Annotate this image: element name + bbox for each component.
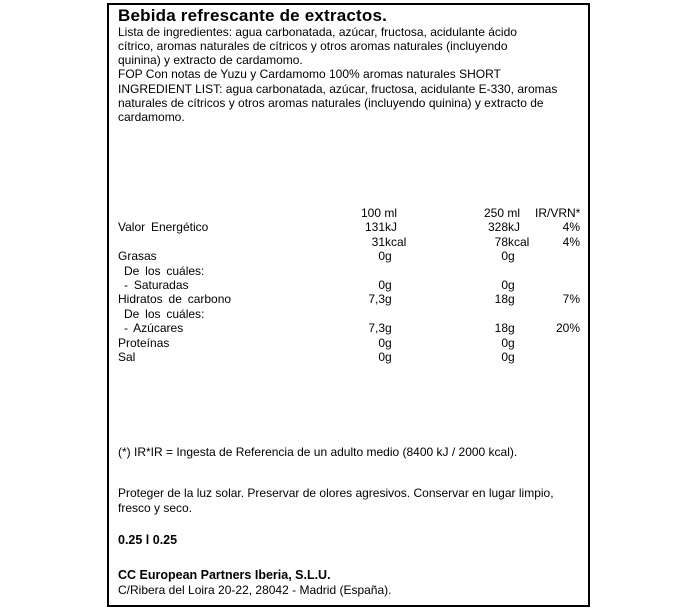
unit-250ml: [508, 264, 535, 278]
text-line: FOP Con notas de Yuzu y Cardamomo 100% aromas naturales SHORT: [118, 67, 501, 82]
unit-250ml: g: [508, 292, 515, 307]
column-header-100ml: 100 ml: [360, 206, 397, 220]
text-line: cítrico, aromas naturales de cítricos y otros aromas naturales (incluyendo: [118, 39, 508, 54]
value-250ml: 18: [494, 292, 508, 307]
storage-instructions: [118, 486, 554, 515]
text-line: fresco y seco.: [118, 500, 193, 515]
value-irvrn: 20%: [555, 321, 580, 336]
value-irvrn: [535, 336, 580, 350]
unit-100ml: [385, 264, 412, 278]
unit-250ml: kcal: [508, 234, 530, 249]
value-100ml: 131: [364, 220, 385, 235]
unit-100ml: kcal: [385, 234, 407, 249]
unit-250ml: g: [508, 321, 515, 336]
column-header-irvrn: IR/VRN*: [535, 206, 581, 220]
value-100ml: [298, 264, 385, 278]
value-100ml: 7,3: [368, 321, 385, 336]
nutrient-label: De los cuáles:: [124, 306, 205, 321]
ingredients-text: [118, 25, 557, 124]
unit-250ml: g: [508, 335, 515, 350]
manufacturer-address: C/Ribera del Loira 20-22, 28042 - Madrid (España).: [118, 583, 392, 597]
value-100ml: 7,3: [368, 292, 385, 307]
nutrition-table: [118, 206, 580, 364]
manufacturer-name: CC European Partners Iberia, S.L.U.: [118, 568, 331, 582]
text-line: quinina) y extracto de cardamomo.: [118, 53, 303, 68]
table-row: [118, 321, 580, 335]
value-irvrn: [535, 350, 580, 364]
unit-250ml: [508, 307, 535, 321]
value-irvrn: [535, 249, 580, 263]
unit-100ml: kJ: [385, 220, 397, 235]
unit-250ml: g: [508, 249, 515, 264]
value-250ml: 0: [501, 350, 508, 365]
nutrient-label: Hidratos de carbono: [118, 292, 232, 307]
nutrient-label: - Azúcares: [124, 321, 184, 336]
reference-intake-note: (*) IR*IR = Ingesta de Referencia de un adulto medio (8400 kJ / 2000 kcal).: [118, 445, 518, 459]
value-250ml: 328: [487, 220, 508, 235]
nutrition-table-header: [118, 206, 580, 220]
value-irvrn: 4%: [562, 234, 580, 249]
nutrient-label: Valor Energético: [118, 220, 209, 235]
table-row: [118, 235, 580, 249]
nutrition-table-body: [118, 220, 580, 364]
volume-text: 0.25 l 0.25: [118, 533, 178, 547]
value-100ml: 31: [371, 234, 385, 249]
unit-100ml: g: [385, 321, 392, 336]
product-title: Bebida refrescante de extractos.: [118, 6, 388, 25]
text-line: Proteger de la luz solar. Preservar de olores agresivos. Conservar en lugar limpio,: [118, 486, 554, 500]
value-250ml: [412, 307, 508, 321]
table-row: [118, 249, 580, 263]
unit-100ml: g: [385, 350, 392, 365]
value-irvrn: [535, 264, 580, 278]
table-row: [118, 278, 580, 292]
value-250ml: 78: [494, 234, 508, 249]
value-250ml: 0: [501, 278, 508, 293]
table-row: [118, 292, 580, 306]
value-250ml: 18: [494, 321, 508, 336]
nutrient-label: Grasas: [118, 249, 157, 264]
nutrient-label: - Saturadas: [124, 278, 189, 293]
unit-100ml: g: [385, 292, 392, 307]
table-row: [118, 350, 580, 364]
text-line: cardamomo.: [118, 109, 185, 124]
unit-100ml: [385, 307, 412, 321]
value-100ml: 0: [378, 350, 385, 365]
nutrient-label: [118, 235, 298, 249]
table-row: [118, 264, 580, 278]
table-row: [118, 336, 580, 350]
value-irvrn: 4%: [562, 220, 580, 235]
column-header-250ml: 250 ml: [483, 206, 520, 220]
value-250ml: [412, 264, 508, 278]
text-line: INGREDIENT LIST: agua carbonatada, azúcar, fructosa, acidulante E-330, aromas: [118, 81, 558, 96]
unit-250ml: g: [508, 350, 515, 365]
value-250ml: 0: [501, 249, 508, 264]
value-100ml: [298, 307, 385, 321]
text-line: naturales de cítricos y otros aromas naturales (incluyendo quinina) y extracto de: [118, 95, 544, 110]
unit-100ml: g: [385, 335, 392, 350]
unit-250ml: kJ: [508, 220, 520, 235]
nutrient-label: Sal: [118, 350, 136, 365]
unit-250ml: g: [508, 278, 515, 293]
value-250ml: 0: [501, 335, 508, 350]
value-100ml: 0: [378, 335, 385, 350]
value-100ml: 0: [378, 278, 385, 293]
nutrient-label: De los cuáles:: [124, 263, 205, 278]
unit-100ml: g: [385, 278, 392, 293]
unit-100ml: g: [385, 249, 392, 264]
value-100ml: 0: [378, 249, 385, 264]
table-row: [118, 307, 580, 321]
text-line: Lista de ingredientes: agua carbonatada, azúcar, fructosa, acidulante ácido: [118, 25, 517, 39]
value-irvrn: 7%: [562, 292, 580, 307]
nutrient-label: Proteínas: [118, 335, 170, 350]
value-irvrn: [535, 307, 580, 321]
table-row: [118, 220, 580, 234]
value-irvrn: [535, 278, 580, 292]
product-label: [107, 3, 590, 607]
